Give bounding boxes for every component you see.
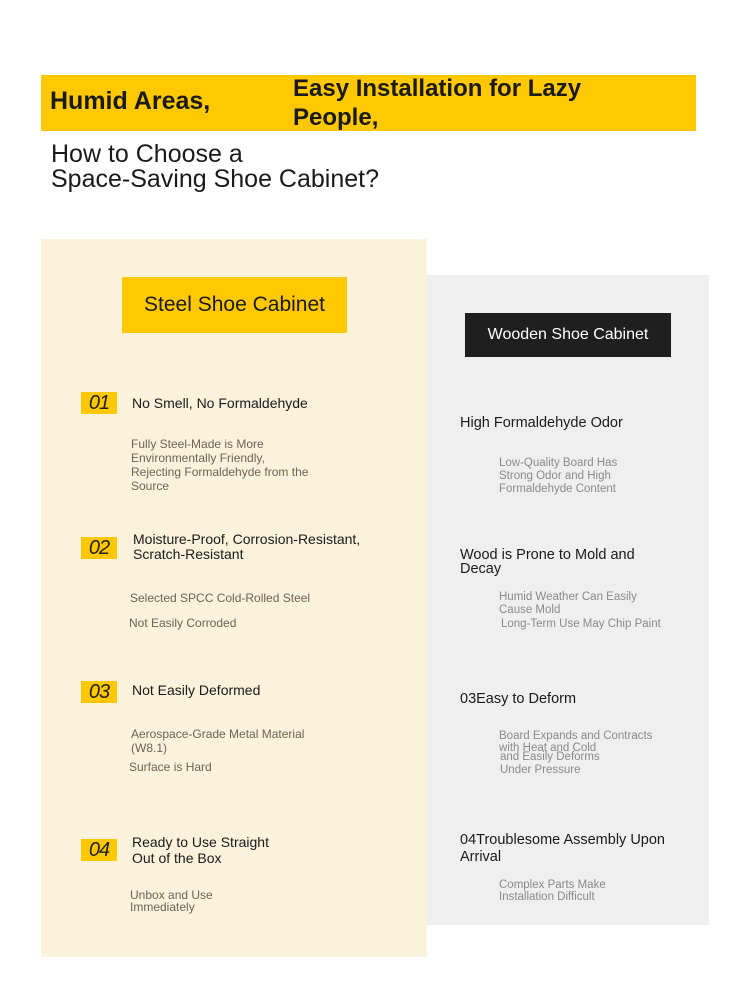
page-title-line2: Space-Saving Shoe Cabinet? <box>51 165 380 193</box>
wood-item-heading: High Formaldehyde Odor <box>460 415 623 431</box>
page-title-line1: How to Choose a <box>51 140 243 168</box>
number-badge-04: 04 <box>81 839 117 861</box>
desc-line: Under Pressure <box>500 764 581 776</box>
wood-item-heading <box>460 548 635 576</box>
steel-item-desc <box>131 727 304 755</box>
desc-line: Environmentally Friendly, <box>131 451 265 465</box>
desc-line: Board Expands and Contracts <box>499 730 653 742</box>
wood-item-desc <box>499 457 617 496</box>
desc-line: Low-Quality Board Has <box>499 457 618 469</box>
desc-line: Installation Difficult <box>499 891 595 903</box>
banner-left-text: Humid Areas, <box>50 87 211 115</box>
steel-item-desc: Selected SPCC Cold-Rolled Steel <box>130 591 311 605</box>
wood-item-desc <box>499 879 606 903</box>
steel-item-desc <box>130 889 213 913</box>
heading-line: Arrival <box>460 849 502 865</box>
heading-line: Decay <box>460 561 502 577</box>
desc-line: Humid Weather Can Easily <box>499 591 637 603</box>
steel-cabinet-tag: Steel Shoe Cabinet <box>122 277 347 333</box>
steel-item-heading <box>132 834 269 866</box>
steel-item-desc <box>131 437 308 493</box>
steel-item-heading <box>133 532 360 562</box>
steel-item-desc: Not Easily Corroded <box>129 616 237 630</box>
desc-line: Unbox and Use <box>130 888 213 902</box>
wood-item-heading <box>460 832 665 866</box>
desc-line: with Heat and Cold <box>499 742 597 754</box>
desc-line: Source <box>131 479 170 493</box>
steel-item-desc: Surface is Hard <box>129 760 212 774</box>
wood-item-desc: Long-Term Use May Chip Paint <box>501 618 661 630</box>
wooden-cabinet-tag: Wooden Shoe Cabinet <box>465 313 671 357</box>
number-badge-01: 01 <box>81 392 117 414</box>
wood-item-heading: 03Easy to Deform <box>460 691 577 707</box>
desc-line: Aerospace-Grade Metal Material <box>131 727 305 741</box>
number-badge-02: 02 <box>81 537 117 559</box>
wood-item-desc <box>500 751 600 777</box>
heading-line: Wood is Prone to Mold and <box>460 547 635 563</box>
heading-line: Out of the Box <box>132 850 222 866</box>
desc-line: Fully Steel-Made is More <box>131 437 264 451</box>
desc-line: Complex Parts Make <box>499 879 606 891</box>
desc-line: Formaldehyde Content <box>499 483 616 495</box>
heading-line: Moisture-Proof, Corrosion-Resistant, <box>133 531 361 547</box>
steel-item-heading: Not Easily Deformed <box>132 682 261 698</box>
wood-item-desc <box>499 591 637 617</box>
heading-line: Scratch-Resistant <box>133 546 244 562</box>
heading-line: Ready to Use Straight <box>132 834 269 850</box>
desc-line: Immediately <box>130 900 195 914</box>
banner-right-text: Easy Installation for Lazy People, <box>293 75 582 131</box>
desc-line: Strong Odor and High <box>499 470 611 482</box>
steel-item-heading: No Smell, No Formaldehyde <box>132 395 308 411</box>
desc-line: and Easily Deforms <box>500 751 600 763</box>
page-title <box>51 142 379 192</box>
desc-line: Rejecting Formaldehyde from the <box>131 465 309 479</box>
desc-line: Cause Mold <box>499 604 561 616</box>
number-badge-03: 03 <box>81 681 117 703</box>
heading-line: 04Troublesome Assembly Upon <box>460 832 665 848</box>
desc-line: (W8.1) <box>131 741 167 755</box>
